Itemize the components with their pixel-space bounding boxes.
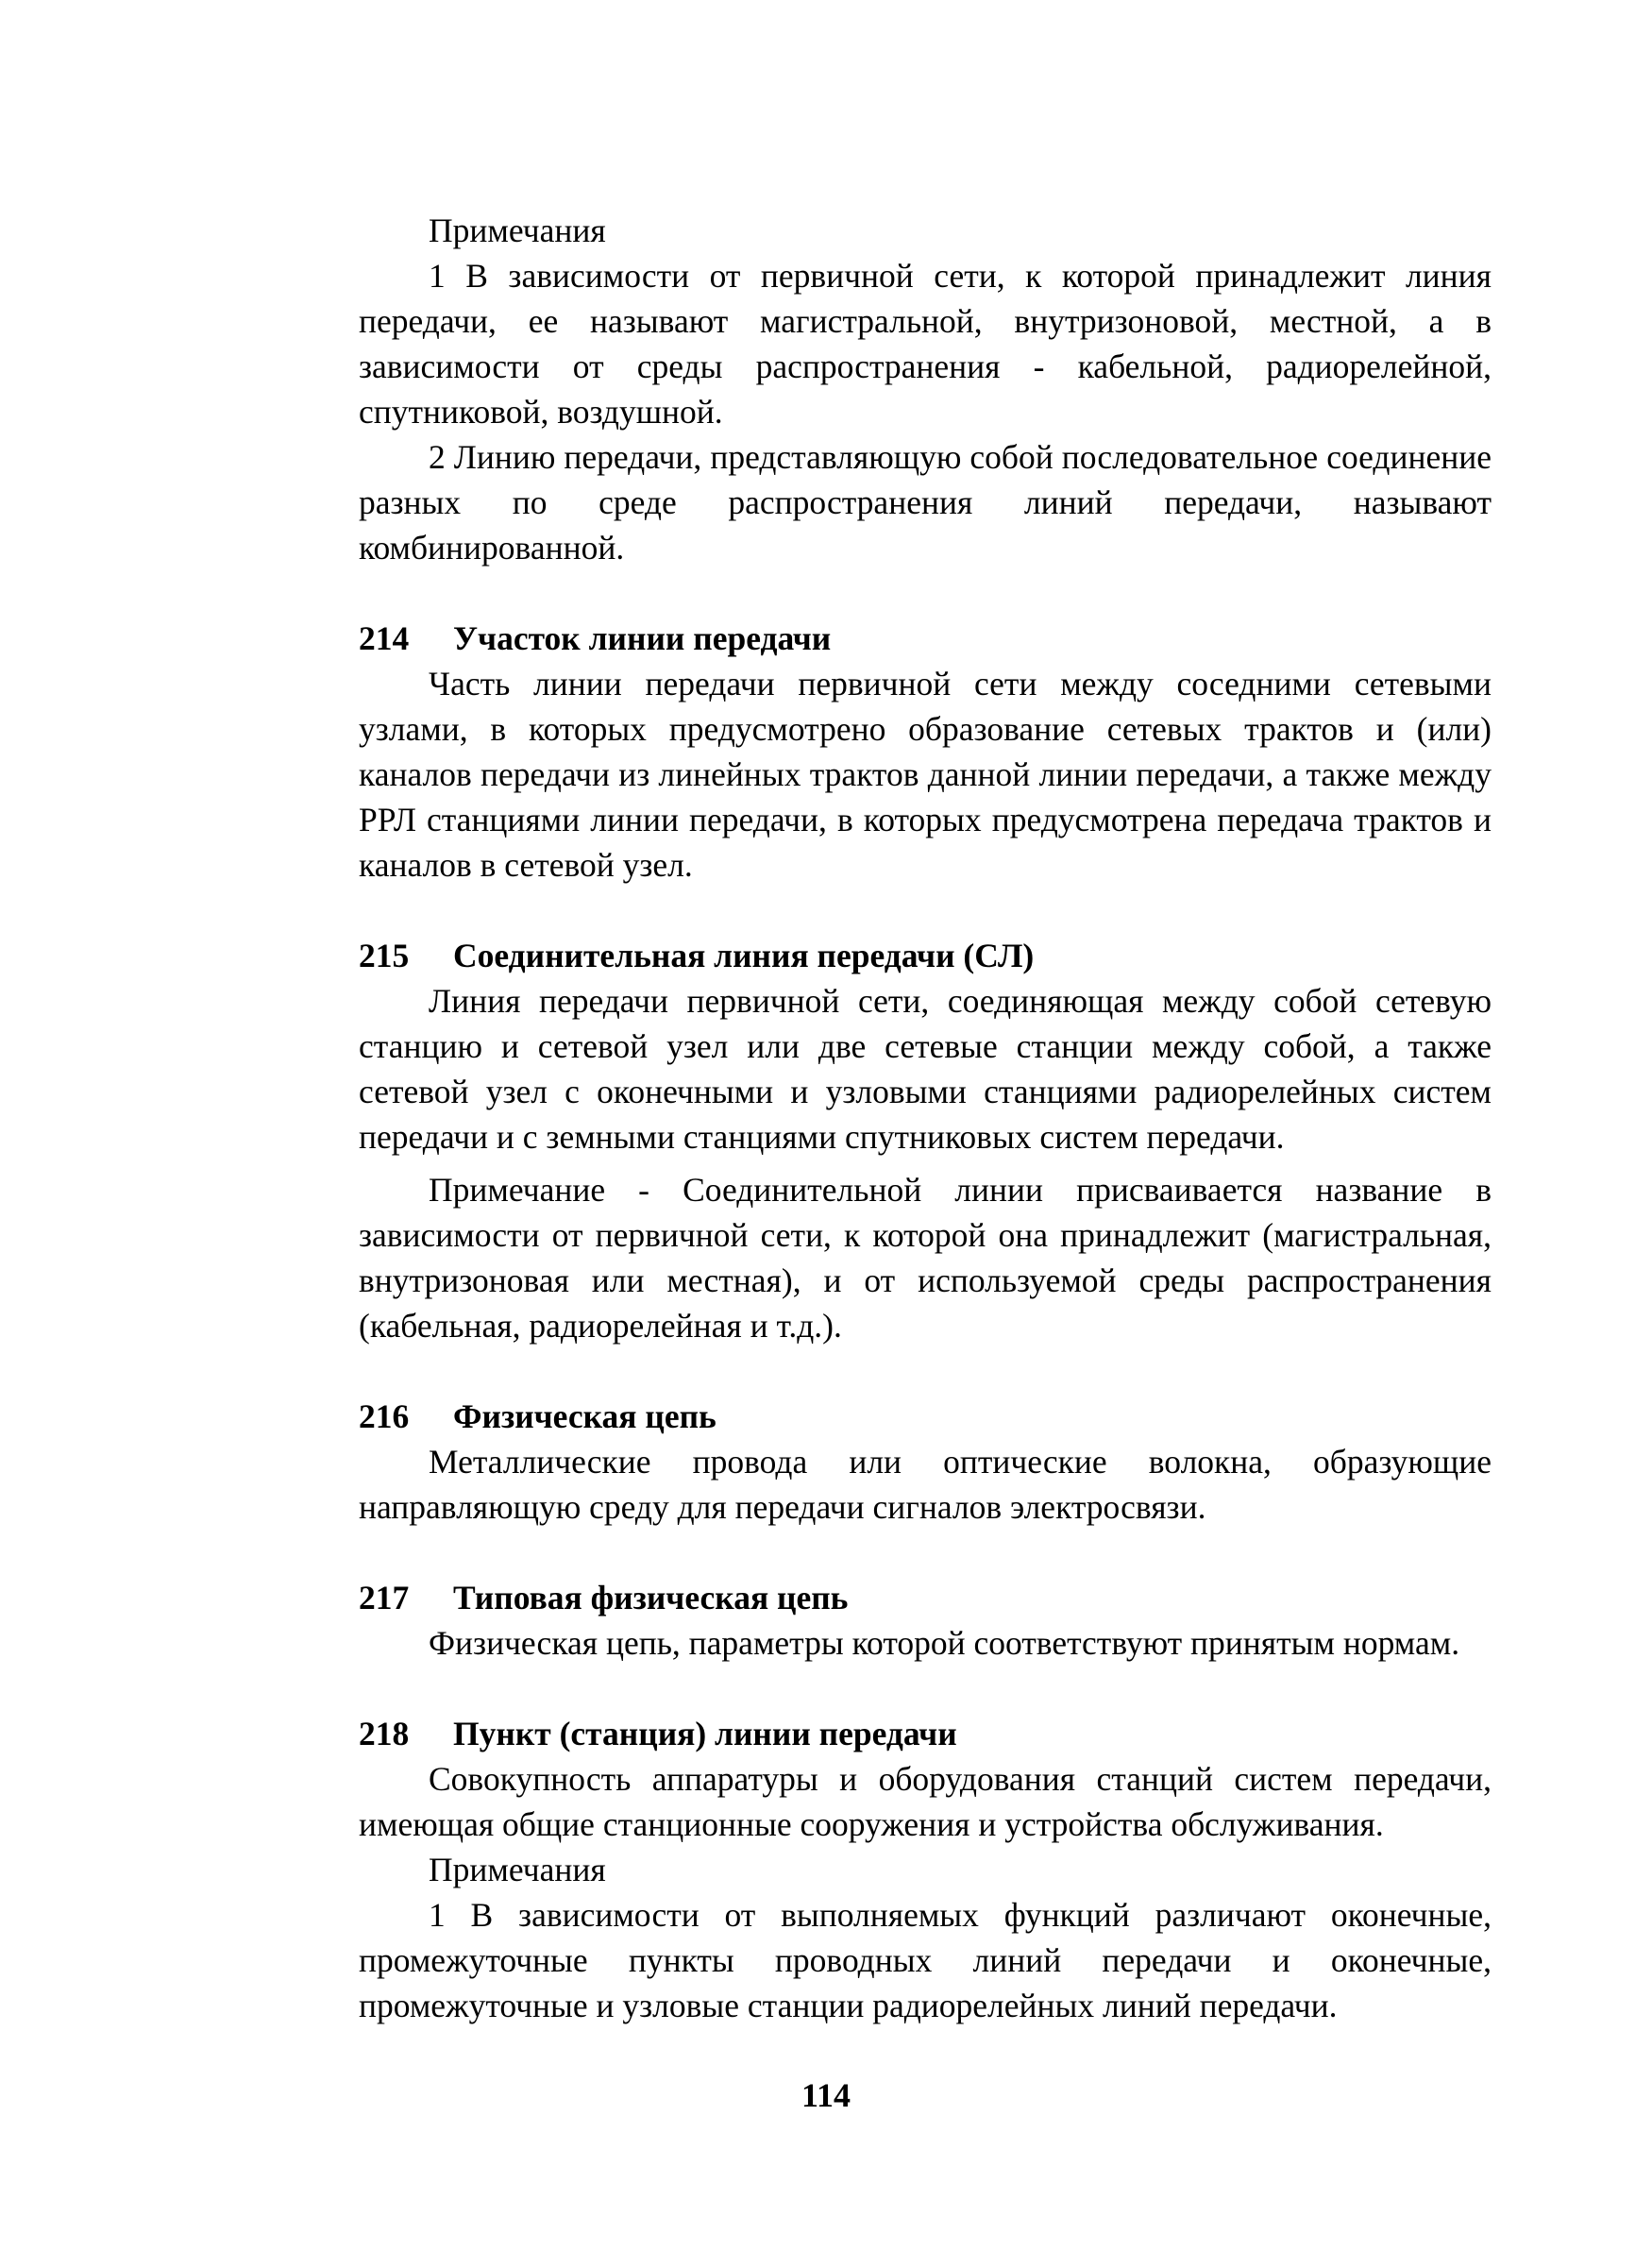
term-entry-217	[359, 1575, 1492, 1666]
term-note: 1 В зависимости от выполняемых функций различают оконечные, промежуточные пункты проводных линий передачи и оконечные, промежуточные и узловые станции радиорелейных линий передачи.	[359, 1896, 1492, 2024]
term-definition: Линия передачи первичной сети, соединяющая между собой сетевую станцию и сетевой узел или две сетевые станции между собой, а также сетевой узел с оконечными и узловыми станциями радиорелейных систем передачи и с земными станциями спутниковых систем передачи.	[359, 982, 1492, 1156]
term-note: Примечание - Соединительной линии присваивается название в зависимости от первичной сети, к которой она принадлежит (магистральная, внутризоновая или местная), и от используемой среды распространения (кабельная, радиорелейная и т.д.).	[359, 1171, 1492, 1345]
term-entry-216	[359, 1394, 1492, 1530]
term-number: 214	[359, 619, 410, 657]
term-number: 218	[359, 1715, 410, 1752]
note-text: 2 Линию передачи, представляющую собой последовательное соединение разных по среде распространения линий передачи, называют комбинированной.	[359, 438, 1492, 567]
term-heading	[359, 1575, 1492, 1620]
term-number: 215	[359, 937, 410, 974]
term-entry-214	[359, 616, 1492, 888]
document-page	[359, 208, 1492, 2028]
note-text: 1 В зависимости от первичной сети, к которой принадлежит линия передачи, ее называют магистральной, внутризоновой, местной, а в зависимости от среды распространения - кабельной, радиорелейной, спутниковой, воздушной.	[359, 257, 1492, 431]
term-heading	[359, 616, 1492, 661]
term-definition: Металлические провода или оптические волокна, образующие направляющую среду для передачи сигналов электросвязи.	[359, 1443, 1492, 1526]
intro-notes	[359, 208, 1492, 570]
term-title: Типовая физическая цепь	[453, 1579, 849, 1616]
term-heading	[359, 1711, 1492, 1756]
term-title: Физическая цепь	[453, 1397, 716, 1435]
page-number: 114	[801, 2076, 851, 2114]
notes-label: Примечания	[429, 1851, 606, 1888]
term-definition: Часть линии передачи первичной сети между соседними сетевыми узлами, в которых предусмотрено образование сетевых трактов и (или) каналов передачи из линейных трактов данной линии передачи, а также между РРЛ станциями линии передачи, в которых предусмотрена передача трактов и каналов в сетевой узел.	[359, 665, 1492, 884]
term-definition: Физическая цепь, параметры которой соответствуют принятым нормам.	[429, 1624, 1460, 1662]
term-heading	[359, 1394, 1492, 1439]
term-entry-215	[359, 933, 1492, 1348]
term-entry-218	[359, 1711, 1492, 2028]
term-title: Участок линии передачи	[453, 619, 832, 657]
term-title: Соединительная линия передачи (СЛ)	[453, 937, 1035, 974]
term-number: 217	[359, 1579, 410, 1616]
term-definition: Совокупность аппаратуры и оборудования станций систем передачи, имеющая общие станционные сооружения и устройства обслуживания.	[359, 1760, 1492, 1843]
term-number: 216	[359, 1397, 410, 1435]
term-title: Пункт (станция) линии передачи	[453, 1715, 957, 1752]
notes-label: Примечания	[429, 212, 606, 249]
term-heading	[359, 933, 1492, 978]
